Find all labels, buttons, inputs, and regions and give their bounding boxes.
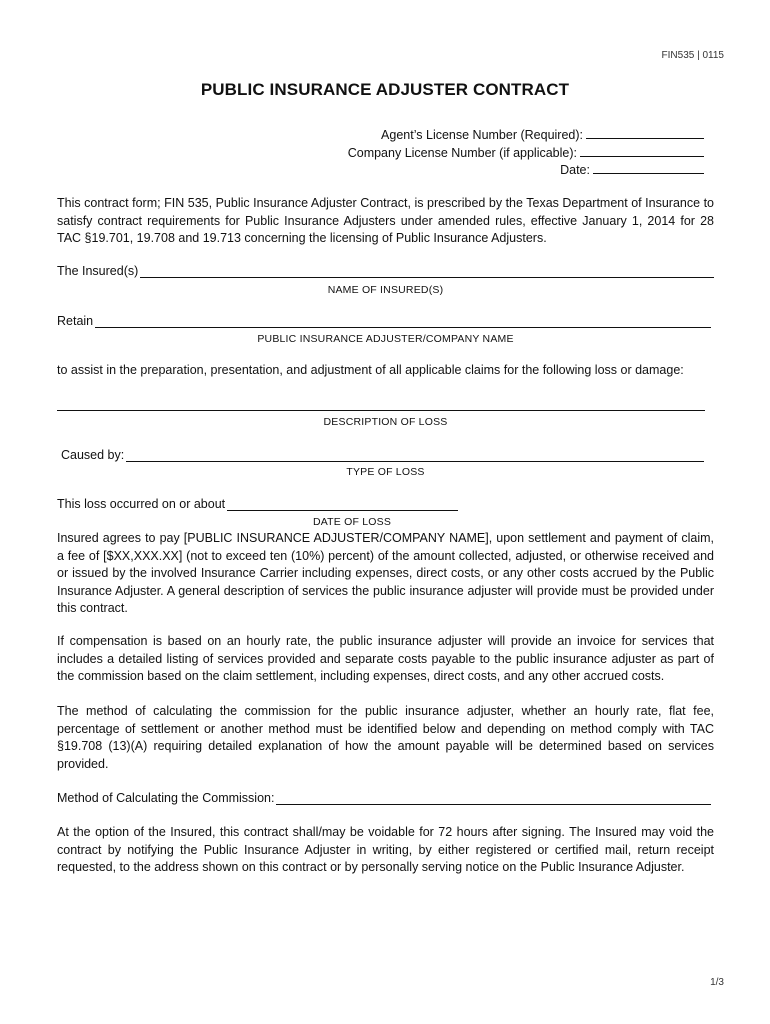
occurred-caption: DATE OF LOSS — [312, 516, 392, 528]
date-row — [560, 161, 704, 177]
void-paragraph: At the option of the Insured, this contract shall/may be voidable for 72 hours after signing. The Insured may void the contract by notifying the Public Insurance Adjuster in writing, by either registered or certified mail, return receipt requested, to the address shown on this contract or by personally serving notice on the Public Insurance Adjuster. — [57, 825, 714, 874]
loss-row — [57, 398, 705, 411]
fee-paragraph: Insured agrees to pay [PUBLIC INSURANCE ADJUSTER/COMPANY NAME], upon settlement and payment of claim, a fee of [$XX,XXX.XX] (not to exceed ten (10%) percent) of the amount collected, adjusted, or otherwise received and or issued by the involved Insurance Carrier including expenses, direct costs, or any other costs accrued by the Public Insurance Adjuster. A general description of services the public insurance adjuster will provide must be provided under this contract. — [57, 531, 714, 615]
hourly-paragraph: If compensation is based on an hourly rate, the public insurance adjuster will provide an invoice for services that includes a detailed listing of services provided and separate costs payable to the public insurance adjuster as part of the commission based on the claim settlement, including expenses, direct costs, and any other accrued costs. — [57, 634, 714, 683]
method-paragraph: The method of calculating the commission for the public insurance adjuster, whether an hourly rate, flat fee, percentage of settlement or another method must be identified below and depending on method comply with TAC §19.708 (13)(A) requiring detailed explanation of how the amount payable will be determined based on services provided. — [57, 704, 714, 771]
loss-date-field[interactable] — [227, 498, 458, 511]
occurred-label: This loss occurred on or about — [57, 497, 226, 511]
assist-text: to assist in the preparation, presentation, and adjustment of all applicable claims for the following loss or damage: — [57, 363, 684, 377]
insured-row — [57, 264, 714, 278]
form-code: FIN535 | 0115 — [661, 50, 724, 61]
company-license-label: Company License Number (if applicable): — [347, 146, 577, 160]
retain-row — [57, 314, 711, 328]
date-label: Date: — [560, 163, 590, 177]
page-number: 1/3 — [710, 977, 724, 988]
insured-name-field[interactable] — [140, 265, 714, 278]
caused-caption: TYPE OF LOSS — [346, 466, 425, 478]
caused-label: Caused by: — [61, 448, 125, 462]
date-field[interactable] — [593, 161, 704, 174]
caused-row — [61, 448, 704, 462]
method-row — [57, 791, 711, 805]
retain-label: Retain — [57, 314, 94, 328]
company-license-field[interactable] — [580, 144, 704, 157]
retain-caption: PUBLIC INSURANCE ADJUSTER/COMPANY NAME — [257, 333, 514, 345]
agent-license-label: Agent’s License Number (Required): — [381, 128, 583, 142]
loss-type-field[interactable] — [126, 449, 704, 462]
adjuster-name-field[interactable] — [95, 315, 711, 328]
page-title: PUBLIC INSURANCE ADJUSTER CONTRACT — [200, 80, 570, 99]
loss-caption: DESCRIPTION OF LOSS — [323, 416, 448, 428]
commission-method-field[interactable] — [276, 792, 711, 805]
agent-license-field[interactable] — [586, 126, 704, 139]
insured-label: The Insured(s) — [57, 264, 139, 278]
method-label: Method of Calculating the Commission: — [57, 791, 275, 805]
occurred-row — [57, 497, 458, 511]
insured-caption: NAME OF INSURED(S) — [327, 284, 444, 296]
agent-license-row — [381, 126, 704, 142]
company-license-row — [348, 144, 704, 160]
intro-paragraph: This contract form; FIN 535, Public Insurance Adjuster Contract, is prescribed by the Texas Department of Insurance to satisfy contract requirements for Public Insurance Adjusters under amended rules, effective January 1, 2014 for 28 TAC §19.701, 19.708 and 19.713 concerning the licensing of Public Insurance Adjusters. — [57, 196, 714, 245]
loss-description-field[interactable] — [57, 398, 705, 411]
